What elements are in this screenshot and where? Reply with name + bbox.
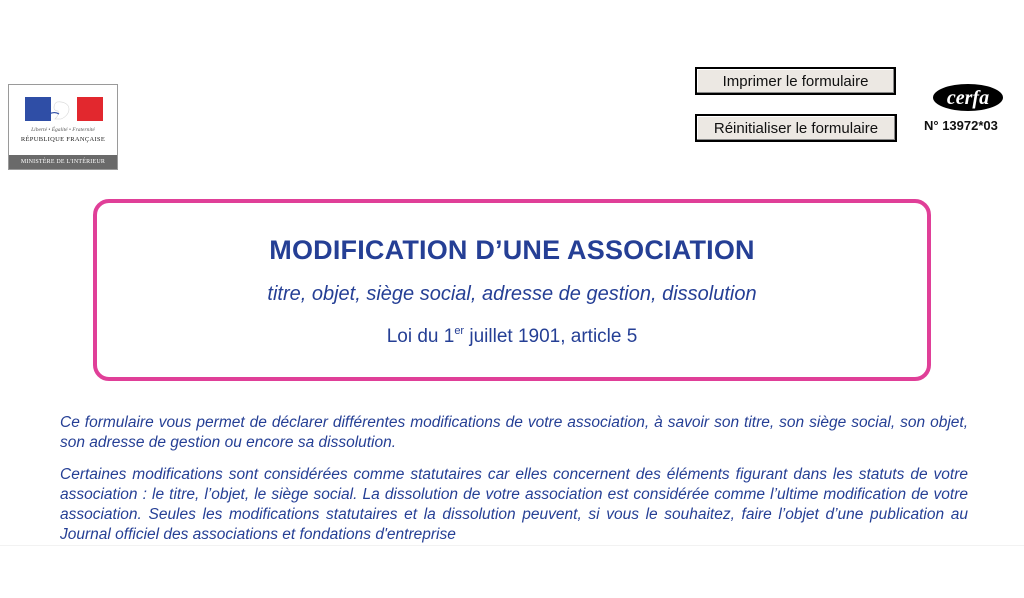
- logo-republic-name: RÉPUBLIQUE FRANÇAISE: [20, 136, 106, 143]
- print-form-button[interactable]: Imprimer le formulaire: [695, 67, 896, 95]
- intro-paragraph: Ce formulaire vous permet de déclarer différentes modifications de votre association, à savoir son titre, son siège social, son objet, son adresse de gestion ou encore sa dissolution.: [60, 414, 968, 451]
- law-reference: [97, 326, 927, 348]
- law-suffix: juillet 1901, article 5: [464, 326, 638, 347]
- cerfa-number: N° 13972*03: [924, 118, 998, 133]
- law-superscript: er: [454, 325, 465, 337]
- title-box: [93, 199, 931, 381]
- logo-motto: Liberté • Égalité • Fraternité: [31, 127, 95, 133]
- republique-francaise-logo: [8, 84, 118, 170]
- law-prefix: Loi du 1: [386, 326, 455, 347]
- page-subtitle: titre, objet, siège social, adresse de gestion, dissolution: [267, 283, 757, 305]
- bottom-blank-area: [0, 545, 1024, 598]
- cerfa-logo-text: cerfa: [946, 86, 990, 109]
- cerfa-logo: [933, 84, 1003, 111]
- reset-form-button[interactable]: Réinitialiser le formulaire: [695, 114, 897, 142]
- marianne-profile-icon: [47, 100, 77, 120]
- logo-ministry-band: MINISTÈRE DE L'INTÉRIEUR: [9, 155, 117, 169]
- page-title: MODIFICATION D’UNE ASSOCIATION: [269, 235, 755, 265]
- statutory-paragraph: Certaines modifications sont considérées comme statutaires car elles concernent des éléments figurant dans les statuts de votre association : le titre, l’objet, le siège social. La dissolution de votre association est considérée comme l’ultime modification de votre association. Seules les modifications statutaires et la dissolution peuvent, si vous le souhaitez, faire l’objet d’une publication au Journal officiel des associations et fondations d'entreprise: [60, 466, 968, 543]
